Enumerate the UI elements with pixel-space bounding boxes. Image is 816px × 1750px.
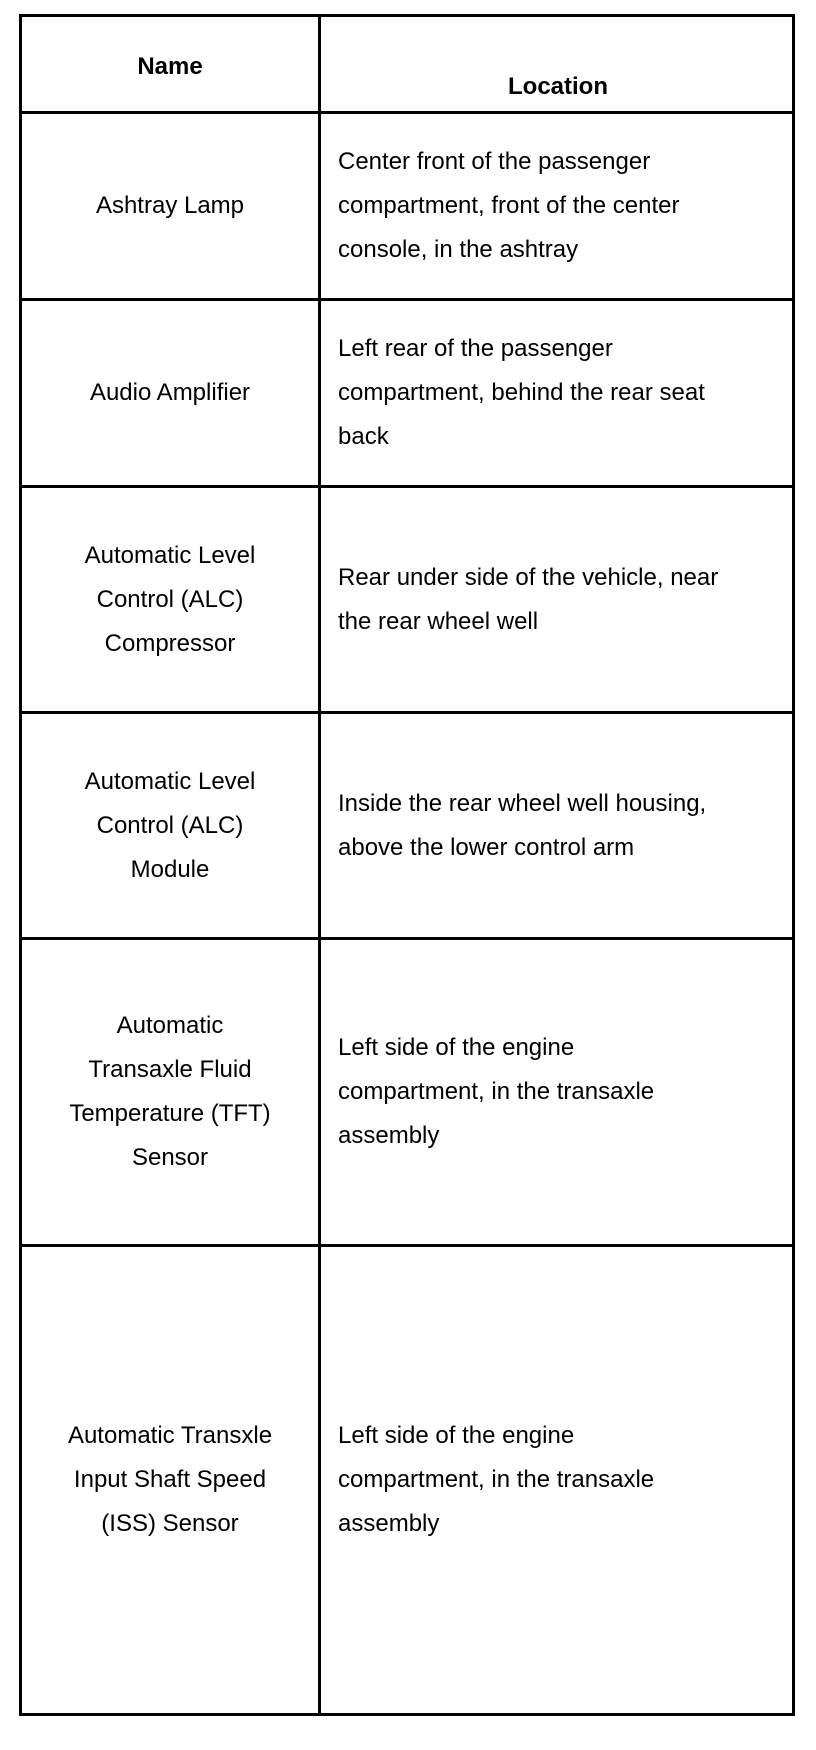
header-location: Location bbox=[508, 73, 608, 100]
location-table bbox=[19, 14, 795, 1716]
row-3-location: Rear under side of the vehicle, near the rear wheel well bbox=[338, 563, 719, 635]
row-6-name: Automatic Transxle Input Shaft Speed (ISS) Sensor bbox=[67, 1422, 273, 1537]
row-1-name: Ashtray Lamp bbox=[95, 192, 245, 219]
row-6-location: Left side of the engine compartment, in the transaxle assembly bbox=[338, 1422, 655, 1537]
row-4-name: Automatic Level Control (ALC) Module bbox=[84, 767, 256, 883]
row-5-location: Left side of the engine compartment, in the transaxle assembly bbox=[338, 1034, 655, 1149]
row-1-location: Center front of the passenger compartment, front of the center console, in the ashtray bbox=[338, 148, 680, 263]
row-3-name: Automatic Level Control (ALC) Compressor bbox=[84, 541, 256, 657]
row-5-name: Automatic Transaxle Fluid Temperature (TFT) Sensor bbox=[69, 1012, 271, 1171]
header-name: Name bbox=[137, 53, 203, 80]
row-2-location: Left rear of the passenger compartment, behind the rear seat back bbox=[338, 335, 705, 450]
row-2-name: Audio Amplifier bbox=[89, 379, 251, 406]
row-4-location: Inside the rear wheel well housing, above the lower control arm bbox=[338, 789, 707, 861]
